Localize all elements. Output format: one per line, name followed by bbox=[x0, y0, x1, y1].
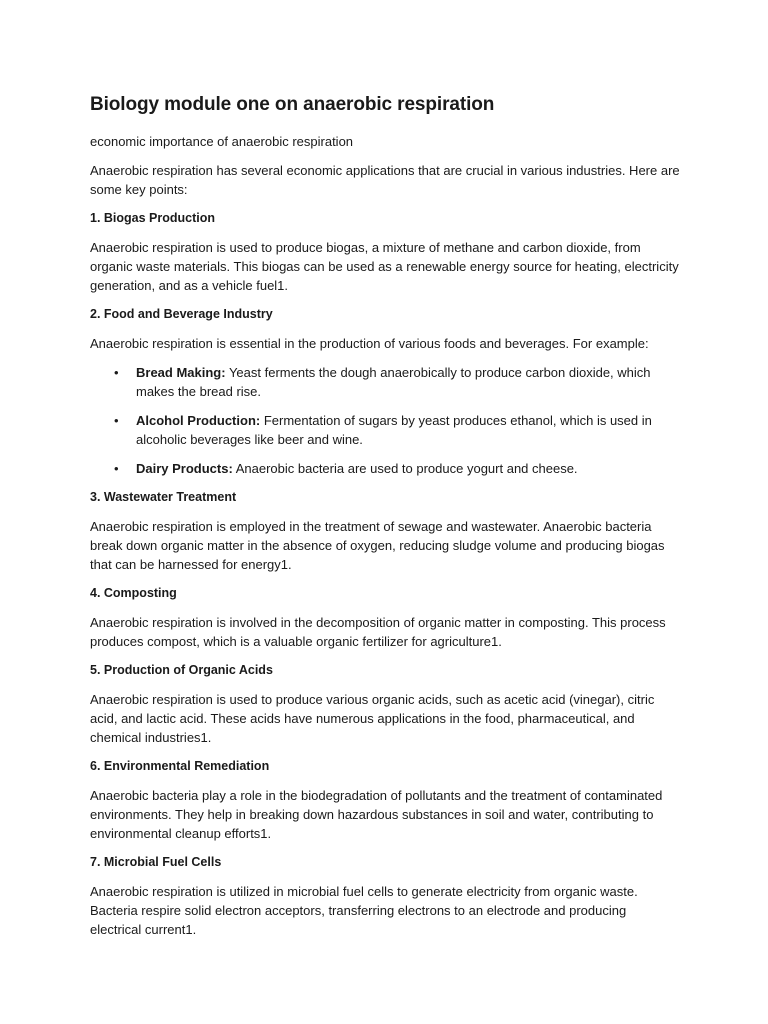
list-item-label: Dairy Products: bbox=[136, 461, 233, 476]
list-item-text: Yeast ferments the dough anaerobically to produce carbon dioxide, which makes the bread rise. bbox=[136, 365, 651, 399]
section-heading: 4. Composting bbox=[90, 586, 177, 600]
section-microbial-fuel-cells bbox=[90, 853, 680, 939]
section-body: Anaerobic respiration is used to produce various organic acids, such as acetic acid (vinegar), citric acid, and lactic acid. These acids have numerous applications in the food, pharmaceutical, and chemical industries1. bbox=[90, 692, 655, 745]
section-heading: 1. Biogas Production bbox=[90, 211, 216, 225]
list-item-text: Anaerobic bacteria are used to produce yogurt and cheese. bbox=[232, 461, 578, 476]
section-body: Anaerobic respiration is employed in the treatment of sewage and wastewater. Anaerobic bacteria break down organic matter in the absence of oxygen, reducing sludge volume and producing biogas that can be harnessed for energy1. bbox=[90, 519, 665, 572]
section-body: Anaerobic bacteria play a role in the biodegradation of pollutants and the treatment of contaminated environments. They help in breaking down hazardous substances in soil and water, contributing to environmental cleanup efforts1. bbox=[90, 788, 663, 841]
bullet-list bbox=[90, 363, 680, 478]
document-subtitle: economic importance of anaerobic respiration bbox=[90, 134, 354, 149]
section-composting bbox=[90, 584, 680, 651]
list-item-label: Bread Making: bbox=[136, 365, 226, 380]
section-body: Anaerobic respiration is used to produce biogas, a mixture of methane and carbon dioxide, from organic waste materials. This biogas can be used as a renewable energy source for heating, electricity generation, and as a vehicle fuel1. bbox=[90, 240, 679, 293]
bullet-icon: • bbox=[114, 413, 119, 428]
section-body: Anaerobic respiration is utilized in microbial fuel cells to generate electricity from organic waste. Bacteria respire solid electron acceptors, transferring electrons to an electrode and producing electrical current1. bbox=[90, 884, 638, 937]
intro-paragraph: Anaerobic respiration has several economic applications that are crucial in various industries. Here are some key points: bbox=[90, 163, 680, 197]
section-heading: 7. Microbial Fuel Cells bbox=[90, 855, 222, 869]
list-item bbox=[114, 363, 680, 401]
section-body: Anaerobic respiration is involved in the decomposition of organic matter in composting. This process produces compost, which is a valuable organic fertilizer for agriculture1. bbox=[90, 615, 666, 649]
section-food-beverage bbox=[90, 305, 680, 478]
bullet-icon: • bbox=[114, 365, 119, 380]
section-environmental-remediation bbox=[90, 757, 680, 843]
section-heading: 2. Food and Beverage Industry bbox=[90, 307, 273, 321]
section-heading: 5. Production of Organic Acids bbox=[90, 663, 273, 677]
section-heading: 3. Wastewater Treatment bbox=[90, 490, 237, 504]
list-item bbox=[114, 411, 680, 449]
list-item-label: Alcohol Production: bbox=[136, 413, 261, 428]
list-item-text: Fermentation of sugars by yeast produces ethanol, which is used in alcoholic beverages like beer and wine. bbox=[136, 413, 652, 447]
section-organic-acids bbox=[90, 661, 680, 747]
section-body: Anaerobic respiration is essential in the production of various foods and beverages. For example: bbox=[90, 336, 649, 351]
document-title: Biology module one on anaerobic respiration bbox=[90, 94, 495, 115]
section-biogas bbox=[90, 209, 680, 295]
list-item bbox=[114, 459, 680, 478]
section-heading: 6. Environmental Remediation bbox=[90, 759, 270, 773]
section-wastewater bbox=[90, 488, 680, 574]
bullet-icon: • bbox=[114, 461, 119, 476]
